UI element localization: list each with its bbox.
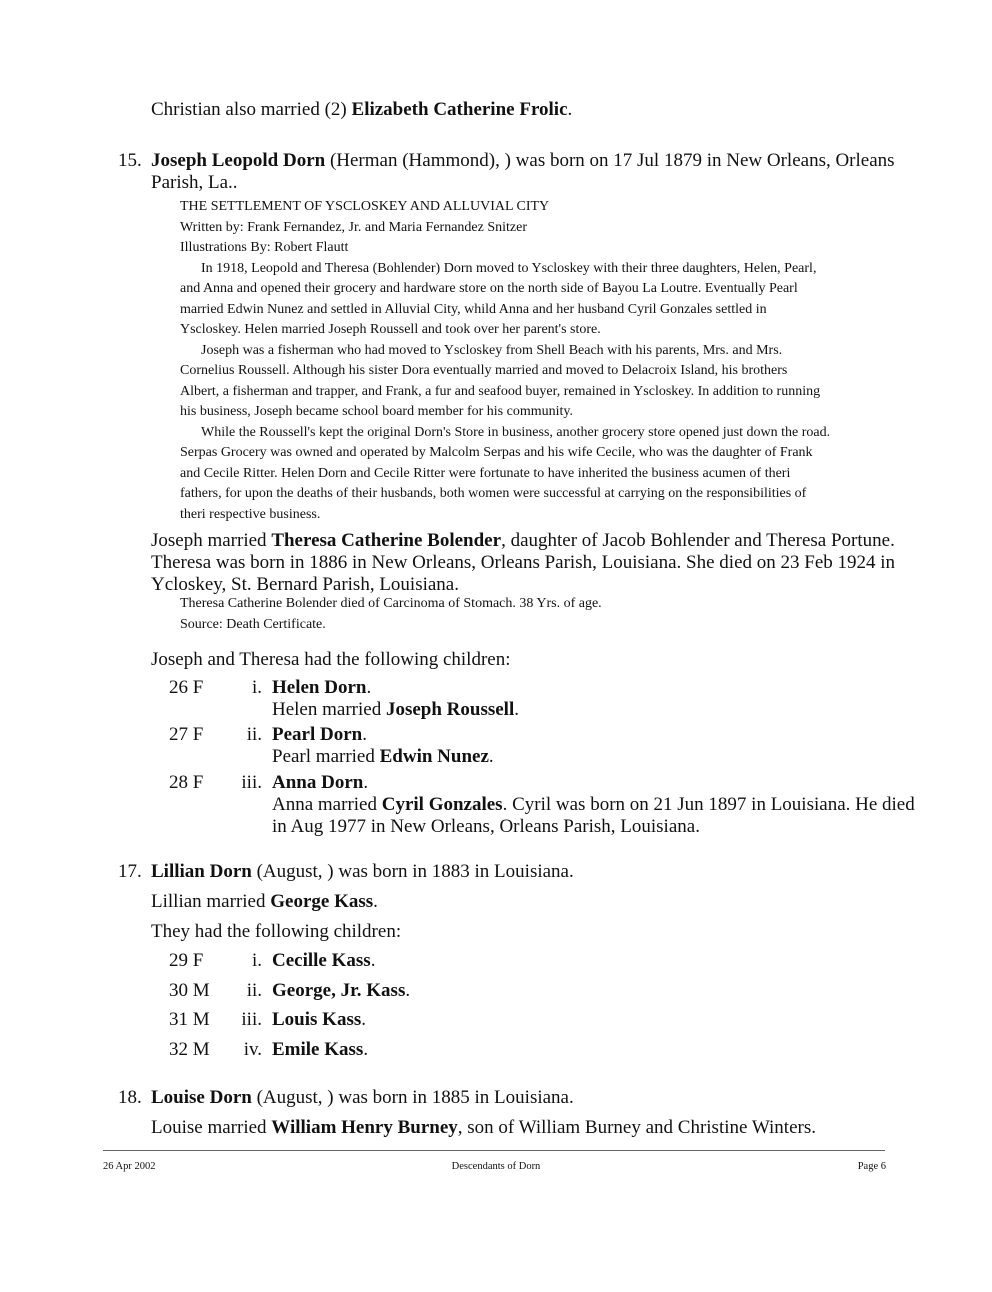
note-line: Joseph was a fisherman who had moved to Yscloskey from Shell Beach with his parents, Mrs. and Mrs. <box>201 342 783 358</box>
child-roman: iii. <box>241 1009 262 1030</box>
entry-17-spouse: George Kass <box>270 891 374 912</box>
spouse-pre: Joseph married <box>151 530 272 551</box>
child-spouse-name: Cyril Gonzales <box>381 794 503 815</box>
child-married-text: Helen married <box>272 699 386 720</box>
entry-17-line <box>151 861 574 883</box>
entry-17-number: 17. <box>118 861 142 882</box>
entry-15-line1-rest: (Herman (Hammond), ) was born on 17 Jul 1879 in New Orleans, Orleans <box>325 150 895 171</box>
footer-title: Descendants of Dorn <box>451 1161 541 1172</box>
child-married-end: . Cyril was born on 21 Jun 1897 in Louisiana. He died <box>502 794 915 815</box>
entry-18-name: Louise Dorn <box>151 1087 252 1108</box>
note-line: theri respective business. <box>180 506 321 522</box>
child-spouse-name: Joseph Roussell <box>385 699 515 720</box>
entry-17-married-text: Lillian married <box>151 891 271 912</box>
footer-rule <box>103 1150 885 1151</box>
child-entry: Louis Kass. <box>272 1009 366 1030</box>
child-name: George, Jr. Kass <box>272 980 406 1001</box>
entry-17-married-end: . <box>373 891 378 912</box>
entry-18-marriage <box>151 1117 816 1139</box>
note-line: and Anna and opened their grocery and hardware store on the north side of Bayou La Loutre. Eventually Pearl <box>180 281 798 296</box>
top-line-end: . <box>567 99 573 120</box>
entry-15-notes <box>180 197 900 525</box>
spouse-line2: Theresa was born in 1886 in New Orleans, Orleans Parish, Louisiana. She died on 23 Feb 1924 in <box>151 552 896 573</box>
note-line: In 1918, Leopold and Theresa (Bohlender) Dorn moved to Yscloskey with their three daughters, Helen, Pearl, <box>201 260 817 276</box>
spouse-line1 <box>151 530 895 552</box>
entry-18-married-end: , son of William Burney and Christine Winters. <box>457 1117 816 1138</box>
child-id: 29 F <box>169 950 204 971</box>
child-entry: Pearl Dorn. Pearl married Edwin Nunez. <box>272 724 494 767</box>
note-line: fathers, for upon the deaths of their husbands, both women were successful at carrying on the responsibilities of <box>180 486 807 501</box>
entry-17-marriage <box>151 891 378 913</box>
child-married-end: . <box>488 746 494 767</box>
child-id: 27 F <box>169 724 204 745</box>
child-name: Louis Kass <box>272 1009 362 1030</box>
death-note-line2: Source: Death Certificate. <box>180 616 326 632</box>
child-married-text: Pearl married <box>272 746 380 767</box>
entry-18-number: 18. <box>118 1087 142 1108</box>
child-id: 32 M <box>169 1039 210 1060</box>
child-roman: iv. <box>243 1039 262 1060</box>
note-line: While the Roussell's kept the original Dorn's Store in business, another grocery store opened just down the road. <box>201 424 831 440</box>
entry-15-line2: Parish, La.. <box>151 172 238 193</box>
child-id: 30 M <box>169 980 210 1001</box>
child-id: 28 F <box>169 772 204 793</box>
spouse-name: Theresa Catherine Bolender <box>271 530 502 551</box>
note-line: his business, Joseph became school board member for his community. <box>180 404 573 419</box>
note-line: married Edwin Nunez and settled in Alluvial City, whild Anna and her husband Cyril Gonzales settled in <box>180 301 767 317</box>
child-name: Cecille Kass <box>272 950 371 971</box>
child-entry: Anna Dorn. Anna married Cyril Gonzales. Cyril was born on 21 Jun 1897 in Louisiana. He died in Aug 1977 in New Orleans, Orleans Parish, Louisiana. <box>272 772 915 837</box>
entry-15-name: Joseph Leopold Dorn <box>151 150 326 171</box>
child-spouse-name: Edwin Nunez <box>379 746 489 767</box>
child-entry: Cecille Kass. <box>272 950 376 971</box>
child-entry: Helen Dorn. Helen married Joseph Roussell. <box>272 677 519 720</box>
entry-15-number: 15. <box>118 150 142 171</box>
children-intro-15: Joseph and Theresa had the following children: <box>151 649 511 670</box>
entry-17-rest: (August, ) was born in 1883 in Louisiana. <box>251 861 574 882</box>
child-name: Pearl Dorn <box>272 724 363 745</box>
children-intro-17: They had the following children: <box>151 921 402 942</box>
entry-18-line <box>151 1087 574 1109</box>
spouse-post: , daughter of Jacob Bohlender and Theresa Portune. <box>501 530 895 551</box>
child-name: Helen Dorn <box>272 677 367 698</box>
death-note <box>180 594 602 635</box>
child-roman: i. <box>251 677 262 698</box>
child-roman: i. <box>251 950 262 971</box>
entry-18-married-text: Louise married <box>151 1117 272 1138</box>
top-line <box>151 99 572 121</box>
top-line-text: Christian also married (2) <box>151 99 352 120</box>
child-roman: iii. <box>241 772 262 793</box>
note-line: Cornelius Roussell. Although his sister Dora eventually married and moved to Delacroix Island, his brothers <box>180 363 788 378</box>
note-line: Albert, a fisherman and trapper, and Frank, a fur and seafood buyer, remained in Yscloskey. In addition to running <box>180 383 821 399</box>
note-line: THE SETTLEMENT OF YSCLOSKEY AND ALLUVIAL CITY <box>180 199 550 214</box>
footer-page-number: Page 6 <box>857 1161 886 1172</box>
child-entry: Emile Kass. <box>272 1039 369 1060</box>
top-line-name: Elizabeth Catherine Frolic <box>351 99 568 120</box>
child-id: 31 M <box>169 1009 210 1030</box>
note-line: Serpas Grocery was owned and operated by Malcolm Serpas and his wife Cecile, who was the daughter of Frank <box>180 445 813 460</box>
child-roman: ii. <box>246 980 262 1001</box>
spouse-line3: Ycloskey, St. Bernard Parish, Louisiana. <box>151 574 459 595</box>
entry-18-rest: (August, ) was born in 1885 in Louisiana. <box>251 1087 574 1108</box>
note-line: and Cecile Ritter. Helen Dorn and Cecile Ritter were fortunate to have inherited the business acumen of theri <box>180 465 791 481</box>
child-extra: in Aug 1977 in New Orleans, Orleans Parish, Louisiana. <box>272 816 700 837</box>
note-line: Illustrations By: Robert Flautt <box>180 240 349 255</box>
child-married-end: . <box>514 699 519 720</box>
footer-date: 26 Apr 2002 <box>103 1161 156 1172</box>
child-name: Anna Dorn <box>272 772 364 793</box>
entry-15-line1 <box>151 150 895 172</box>
note-line: Yscloskey. Helen married Joseph Roussell and took over her parent's store. <box>180 322 601 337</box>
death-note-line1: Theresa Catherine Bolender died of Carcinoma of Stomach. 38 Yrs. of age. <box>180 596 602 611</box>
child-roman: ii. <box>246 724 262 745</box>
child-entry: George, Jr. Kass. <box>272 980 411 1001</box>
child-id: 26 F <box>169 677 204 698</box>
child-married-text: Anna married <box>272 794 382 815</box>
entry-17-name: Lillian Dorn <box>151 861 252 882</box>
entry-18-spouse: William Henry Burney <box>271 1117 458 1138</box>
note-line: Written by: Frank Fernandez, Jr. and Maria Fernandez Snitzer <box>180 219 527 235</box>
child-name: Emile Kass <box>272 1039 364 1060</box>
